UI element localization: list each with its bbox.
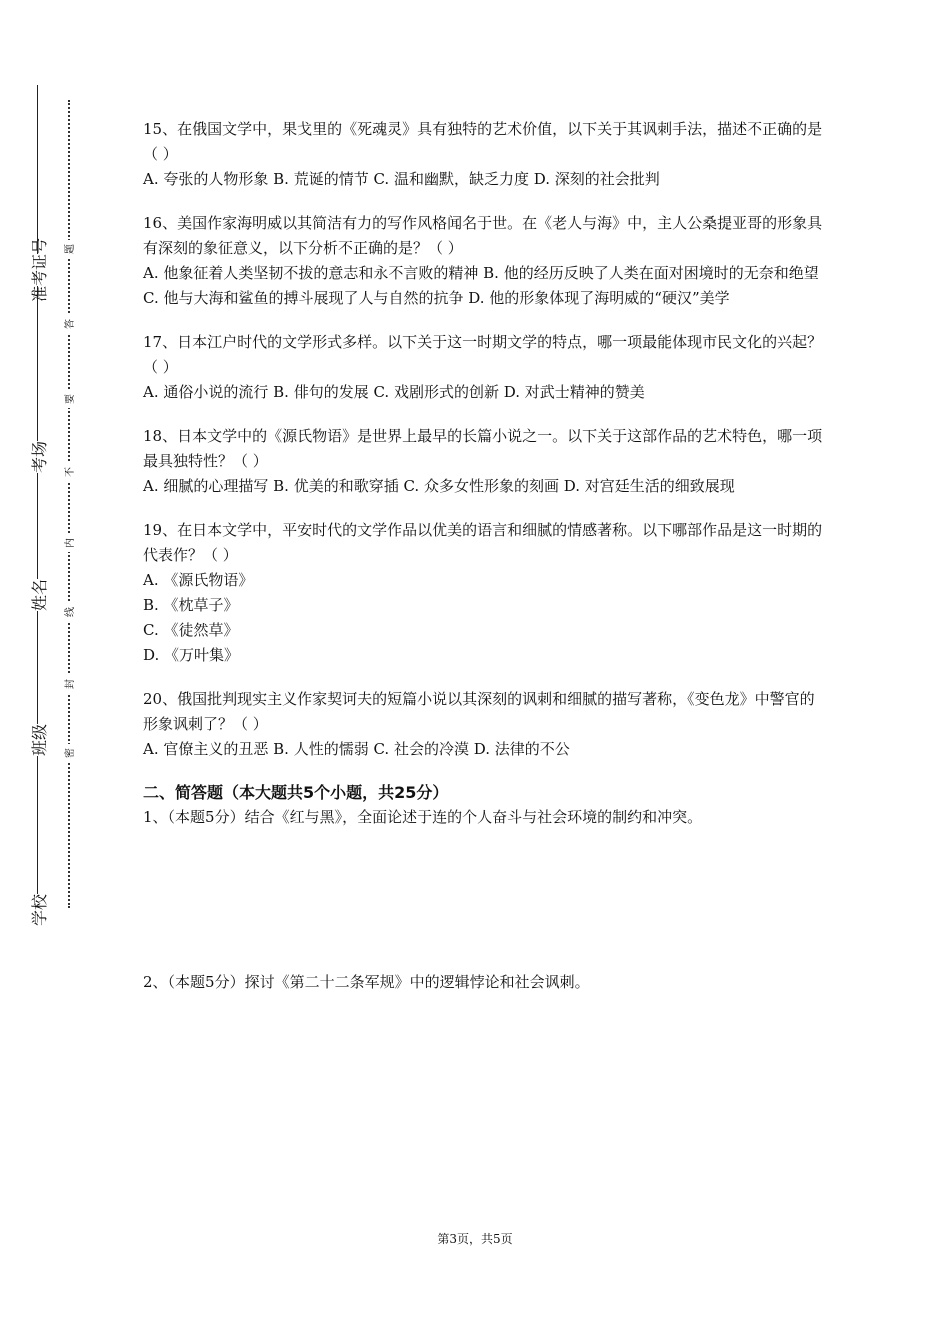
seal-char: 题 [60,240,76,258]
seal-char: 密 [60,744,76,762]
seal-char: 答 [60,315,76,333]
question-options: A. 官僚主义的丑恶 B. 人性的懦弱 C. 社会的冷漠 D. 法律的不公 [143,740,570,758]
question-stem: 18、日本文学中的《源氏物语》是世界上最早的长篇小说之一。以下关于这部作品的艺术特色，哪一项最具独特性？（ ） [143,427,823,470]
question-20 [143,687,823,762]
option-c: C. 《徒然草》 [143,621,239,639]
seal-dotted-line [68,100,70,908]
question-15 [143,117,823,192]
question-stem: 17、日本江户时代的文学形式多样。以下关于这一时期文学的特点，哪一项最能体现市民文化的兴起？（ ） [143,333,823,376]
option-d: D. 《万叶集》 [143,646,240,664]
question-16 [143,211,823,311]
question-stem: 15、在俄国文学中，果戈里的《死魂灵》具有独特的艺术价值，以下关于其讽刺手法，描述不正确的是（ ） [143,120,823,163]
option-b: B. 《枕草子》 [143,596,239,614]
short-answer-question-1: 1、（本题5分）结合《红与黑》，全面论述于连的个人奋斗与社会环境的制约和冲突。 [143,808,703,826]
question-stem: 16、美国作家海明威以其简洁有力的写作风格闻名于世。在《老人与海》中，主人公桑提亚哥的形象具有深刻的象征意义，以下分析不正确的是？（ ） [143,214,823,257]
answer-space [143,830,823,970]
binding-margin [0,0,110,1344]
question-19 [143,518,823,668]
page-footer: 第3页，共5页 [437,1232,513,1246]
seal-char: 线 [60,603,76,621]
class-label: 班级 [18,724,58,756]
school-label: 学校 [18,894,58,926]
question-stem: 20、俄国批判现实主义作家契诃夫的短篇小说以其深刻的讽刺和细腻的描写著称，《变色龙》中警官的形象讽刺了？（ ） [143,690,815,733]
option-a: A. 《源氏物语》 [143,571,254,589]
seal-char: 要 [60,390,76,408]
question-18 [143,424,823,499]
name-label: 姓名 [18,579,58,611]
section-title: 二、简答题（本大题共5个小题，共25分） [143,783,449,802]
question-options: A. 通俗小说的流行 B. 俳句的发展 C. 戏剧形式的创新 D. 对武士精神的赞美 [143,383,645,401]
short-answer-question-2: 2、（本题5分）探讨《第二十二条军规》中的逻辑悖论和社会讽刺。 [143,973,590,991]
question-17 [143,330,823,405]
exam-number-label: 准考证号 [18,254,58,286]
seal-char: 封 [60,675,76,693]
seal-char: 内 [60,534,76,552]
question-stem: 19、在日本文学中，平安时代的文学作品以优美的语言和细腻的情感著称。以下哪部作品是这一时期的代表作？（ ） [143,521,823,564]
question-options: A. 夸张的人物形象 B. 荒诞的情节 C. 温和幽默，缺乏力度 D. 深刻的社会批判 [143,170,660,188]
exam-content [143,117,823,995]
seal-char: 不 [60,463,76,481]
question-options: A. 细腻的心理描写 B. 优美的和歌穿插 C. 众多女性形象的刻画 D. 对宫廷生活的细致展现 [143,477,735,495]
exam-room-label: 考场 [18,441,58,473]
question-options: A. 他象征着人类坚韧不拔的意志和永不言败的精神 B. 他的经历反映了人类在面对困境时的无奈和绝望 C. 他与大海和鲨鱼的搏斗展现了人与自然的抗争 D. 他的形象体现了海明威的“硬汉”美学 [143,264,819,307]
binding-solid-line [37,85,38,900]
